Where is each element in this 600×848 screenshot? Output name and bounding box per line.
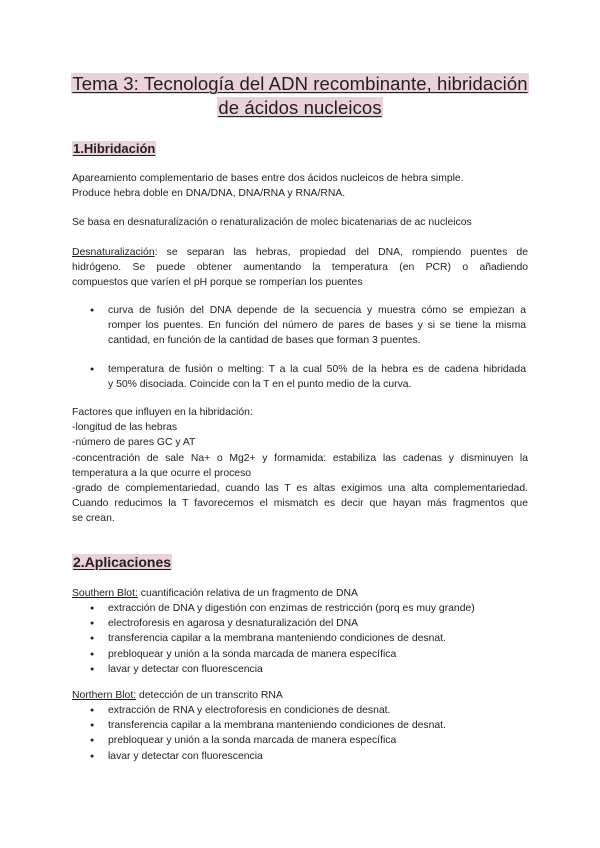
list-item: ● extracción de RNA y electroforesis en condiciones de desnat.	[108, 703, 528, 718]
denaturalization-paragraph: Desnaturalización: se separan las hebras, propiedad del DNA, rompiendo puentes de hidrógeno. Se puede obtener aumentando la temperatura (en PCR) o añadiendo compuestos que varíen el pH porque se romperían los puentes	[72, 247, 528, 289]
list-item: ● temperatura de fusión o melting: T a la cual 50% de la hebra es de cadena hibridada y 50% disociada. Coincide con la T en el punto medio de la curva.	[108, 362, 526, 392]
section-heading-aplicaciones: 2.Aplicaciones	[73, 554, 172, 570]
title-line-2: de ácidos nucleicos	[218, 97, 382, 118]
denaturalization-term: Desnaturalización	[72, 247, 155, 258]
melting-temperature-list	[108, 362, 526, 392]
northern-blot-heading: Northern Blot: detección de un transcrito RNA	[72, 690, 283, 701]
list-item: ● transferencia capilar a la membrana manteniendo condiciones de desnat.	[108, 718, 528, 733]
list-item: ● electroforesis en agarosa y desnaturalización del DNA	[108, 616, 528, 631]
list-item: ● extracción de DNA y digestión con enzimas de restricción (porq es muy grande)	[108, 601, 528, 616]
title-line-1: Tema 3: Tecnología del ADN recombinante, hibridación	[72, 73, 528, 94]
list-item: ● transferencia capilar a la membrana manteniendo condiciones de desnat.	[108, 631, 528, 646]
basis-paragraph: Se basa en desnaturalización o renaturalización de molec bicatenarias de ac nucleicos	[72, 217, 472, 228]
southern-blot-term: Southern Blot:	[72, 588, 138, 599]
southern-blot-heading: Southern Blot: cuantificación relativa de un fragmento de DNA	[72, 588, 358, 599]
melting-curve-list	[108, 303, 526, 349]
list-item: ● prebloquear y unión a la sonda marcada de manera específica	[108, 733, 528, 748]
southern-blot-list	[108, 601, 528, 677]
section-heading-hibridacion: 1.Hibridación	[73, 141, 156, 156]
list-item: ● lavar y detectar con fluorescencia	[108, 749, 528, 764]
northern-blot-term: Northern Blot:	[72, 690, 137, 701]
document-title	[40, 72, 560, 120]
list-item: ● curva de fusión del DNA depende de la secuencia y muestra cómo se empiezan a romper los puentes. En función del número de pares de bases y si se tiene la misma cantidad, en función de la cantidad de bases que forman 3 puentes.	[108, 303, 526, 349]
list-item: ● prebloquear y unión a la sonda marcada de manera específica	[108, 647, 528, 662]
northern-blot-list	[108, 703, 528, 764]
factors-paragraph: Factores que influyen en la hibridación: -longitud de las hebras -número de pares GC y AT -concentración de sale Na+ o Mg2+ y formamida: estabiliza las cadenas y disminuyen la temperatura a la que ocurre el proceso -grado de complementariedad, cuando las T es altas exigimos una alta complementariedad. Cuando reducimos la T favorecemos el mismatch es decir que hayan más fragmentos que se crean.	[72, 407, 528, 525]
intro-paragraph: Apareamiento complementario de bases entre dos ácidos nucleicos de hebra simple. Produce hebra doble en DNA/DNA, DNA/RNA y RNA/RNA.	[72, 173, 464, 200]
list-item: ● lavar y detectar con fluorescencia	[108, 662, 528, 677]
